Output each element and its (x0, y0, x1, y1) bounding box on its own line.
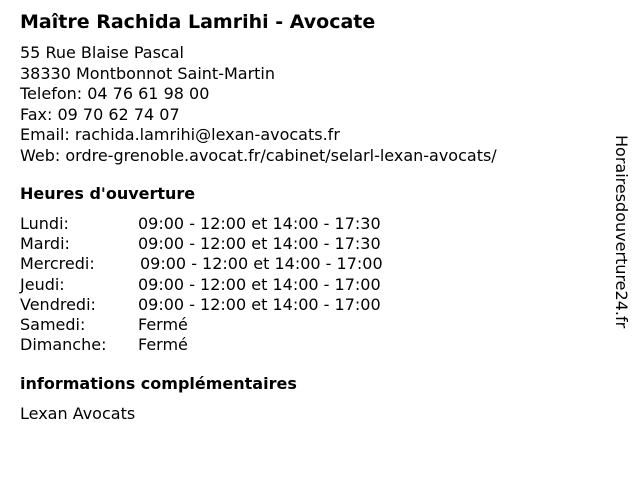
time-value: Fermé (138, 314, 188, 334)
website-url: Web: ordre-grenoble.avocat.fr/cabinet/selarl-lexan-avocats/ (20, 145, 497, 165)
time-value: 09:00 - 12:00 et 14:00 - 17:00 (138, 294, 381, 314)
address-street: 55 Rue Blaise Pascal (20, 43, 184, 62)
phone-number: Telefon: 04 76 61 98 00 (20, 84, 210, 103)
time-value: 09:00 - 12:00 et 14:00 - 17:00 (140, 254, 383, 274)
day-label: Samedi: (20, 314, 86, 334)
site-watermark: Horairesdouverture24.fr (612, 135, 631, 329)
day-label: Mercredi: (20, 254, 95, 274)
page-title: Maître Rachida Lamrihi - Avocate (20, 11, 376, 33)
day-label: Mardi: (20, 234, 70, 254)
time-value: 09:00 - 12:00 et 14:00 - 17:30 (138, 214, 381, 233)
day-label: Lundi: (20, 214, 69, 233)
fax-number: Fax: 09 70 62 74 07 (20, 104, 180, 124)
opening-hours-heading: Heures d'ouverture (20, 184, 196, 203)
day-label: Jeudi: (20, 274, 65, 294)
email-address: Email: rachida.lamrihi@lexan-avocats.fr (20, 125, 340, 144)
time-value: 09:00 - 12:00 et 14:00 - 17:00 (138, 274, 381, 294)
additional-info-heading: informations complémentaires (20, 374, 297, 393)
additional-info-text: Lexan Avocats (20, 404, 136, 423)
time-value: 09:00 - 12:00 et 14:00 - 17:30 (138, 234, 381, 254)
time-value: Fermé (138, 335, 188, 355)
address-city: 38330 Montbonnot Saint-Martin (20, 63, 276, 83)
contact-block (20, 43, 497, 166)
day-label: Dimanche: (20, 335, 107, 355)
day-label: Vendredi: (20, 294, 96, 314)
